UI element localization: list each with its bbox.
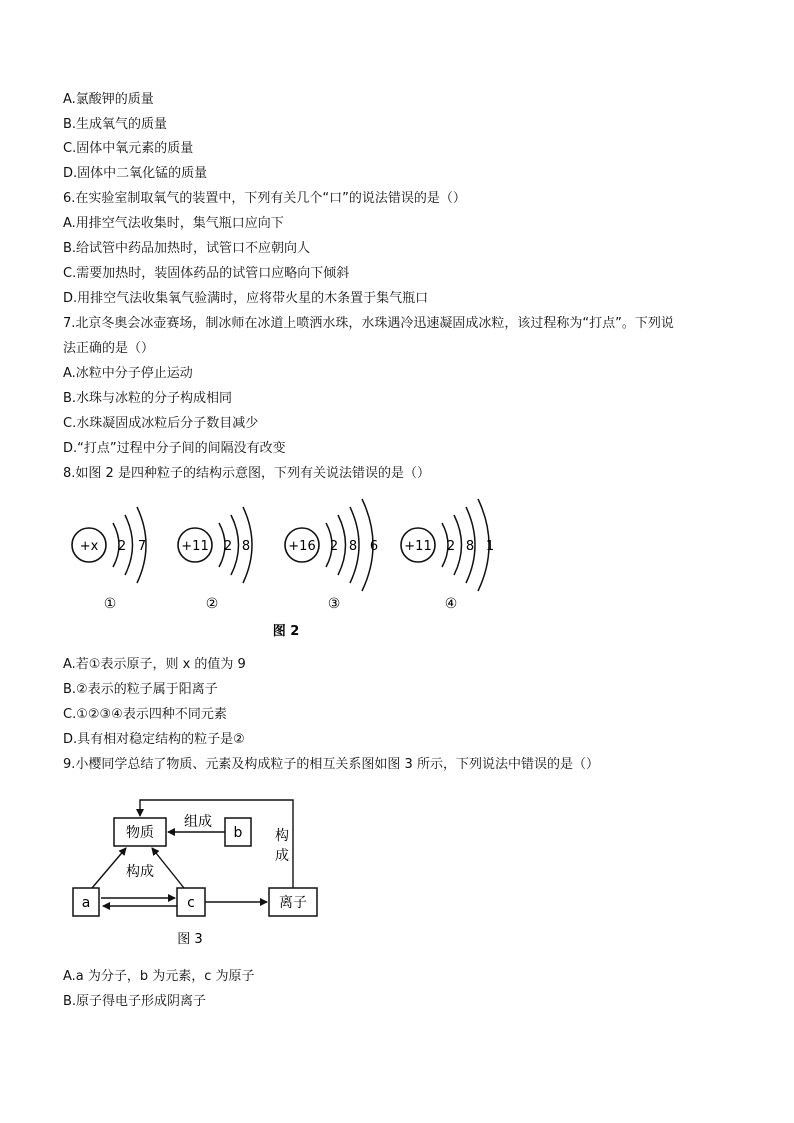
shell-electrons: 2 bbox=[223, 539, 233, 554]
q6-option-b: B.给试管中药品加热时，试管口不应朝向人 bbox=[63, 241, 311, 256]
shell-electrons: 8 bbox=[241, 539, 251, 554]
q7-option-a: A.冰粒中分子停止运动 bbox=[63, 366, 193, 381]
q7-stem-line2: 法正确的是（） bbox=[63, 341, 155, 356]
arrow-c-to-substance bbox=[152, 848, 184, 888]
q8-stem: 8.如图 2 是四种粒子的结构示意图，下列有关说法错误的是（） bbox=[63, 466, 430, 481]
shell-electrons: 1 bbox=[485, 539, 495, 554]
box-substance-label: 物质 bbox=[126, 825, 154, 841]
box-b-label: b bbox=[233, 825, 243, 841]
atom-label: ③ bbox=[327, 596, 341, 612]
q5-option-a: A.氯酸钾的质量 bbox=[63, 92, 154, 107]
q6-stem: 6.在实验室制取氧气的装置中，下列有关几个“口”的说法错误的是（） bbox=[63, 191, 466, 206]
arrow-a-to-substance bbox=[92, 848, 126, 888]
atom-diagram-1 bbox=[72, 507, 146, 612]
q7-option-c: C.水珠凝固成冰粒后分子数目减少 bbox=[63, 416, 259, 431]
label-construct-right-2: 成 bbox=[275, 848, 289, 864]
q6-option-c: C.需要加热时，装固体药品的试管口应略向下倾斜 bbox=[63, 266, 350, 281]
shell-electrons: 2 bbox=[446, 539, 456, 554]
atom-label: ② bbox=[205, 596, 219, 612]
shell-electrons: 2 bbox=[117, 539, 127, 554]
label-construct-left: 构成 bbox=[126, 864, 154, 880]
q7-option-d: D.“打点”过程中分子间的间隔没有改变 bbox=[63, 441, 286, 456]
q7-stem-line1: 7.北京冬奥会冰壶赛场，制冰师在冰道上喷洒水珠，水珠遇冷迅速凝固成冰粒，该过程称为“打点”。下列说 bbox=[63, 316, 674, 331]
atom-label: ④ bbox=[444, 596, 458, 612]
q8-option-c: C.①②③④表示四种不同元素 bbox=[63, 707, 227, 722]
q5-option-d: D.固体中二氧化锰的质量 bbox=[63, 166, 208, 181]
figure-2-caption: 图 2 bbox=[272, 624, 300, 639]
shell-electrons: 6 bbox=[369, 539, 379, 554]
q5-option-b: B.生成氧气的质量 bbox=[63, 117, 168, 132]
figure-2-atom-diagrams bbox=[60, 495, 520, 645]
q6-option-d: D.用排空气法收集氧气验满时，应将带火星的木条置于集气瓶口 bbox=[63, 291, 429, 306]
box-a-label: a bbox=[81, 895, 91, 911]
q9-option-a: A.a 为分子，b 为元素，c 为原子 bbox=[63, 969, 255, 984]
shell-electrons: 8 bbox=[465, 539, 475, 554]
q5-option-c: C.固体中氧元素的质量 bbox=[63, 141, 194, 156]
nucleus-charge: +11 bbox=[404, 539, 432, 554]
q9-stem: 9.小樱同学总结了物质、元素及构成粒子的相互关系图如图 3 所示，下列说法中错误的是（） bbox=[63, 757, 599, 772]
atom-diagram-2 bbox=[178, 507, 252, 612]
atom-diagram-3 bbox=[285, 499, 378, 612]
shell-electrons: 7 bbox=[137, 539, 147, 554]
electron-shell-arc bbox=[338, 515, 346, 575]
q9-option-b: B.原子得电子形成阴离子 bbox=[63, 994, 207, 1009]
label-compose: 组成 bbox=[184, 814, 212, 830]
shell-electrons: 8 bbox=[348, 539, 358, 554]
box-ion-label: 离子 bbox=[279, 895, 307, 911]
label-construct-right-1: 构 bbox=[275, 828, 289, 844]
nucleus-charge: +x bbox=[79, 539, 99, 554]
atom-diagram-4 bbox=[401, 499, 494, 612]
q6-option-a: A.用排空气法收集时，集气瓶口应向下 bbox=[63, 216, 284, 231]
shell-electrons: 2 bbox=[329, 539, 339, 554]
nucleus-charge: +11 bbox=[181, 539, 209, 554]
figure-3-caption: 图 3 bbox=[177, 932, 203, 947]
q8-option-b: B.②表示的粒子属于阳离子 bbox=[63, 682, 218, 697]
q7-option-b: B.水珠与冰粒的分子构成相同 bbox=[63, 391, 233, 406]
atom-label: ① bbox=[103, 596, 117, 612]
q8-option-a: A.若①表示原子，则 x 的值为 9 bbox=[63, 657, 246, 672]
nucleus-charge: +16 bbox=[288, 539, 316, 554]
box-c-label: c bbox=[187, 895, 195, 911]
figure-3-relationship-diagram bbox=[60, 790, 340, 950]
q8-option-d: D.具有相对稳定结构的粒子是② bbox=[63, 732, 245, 747]
